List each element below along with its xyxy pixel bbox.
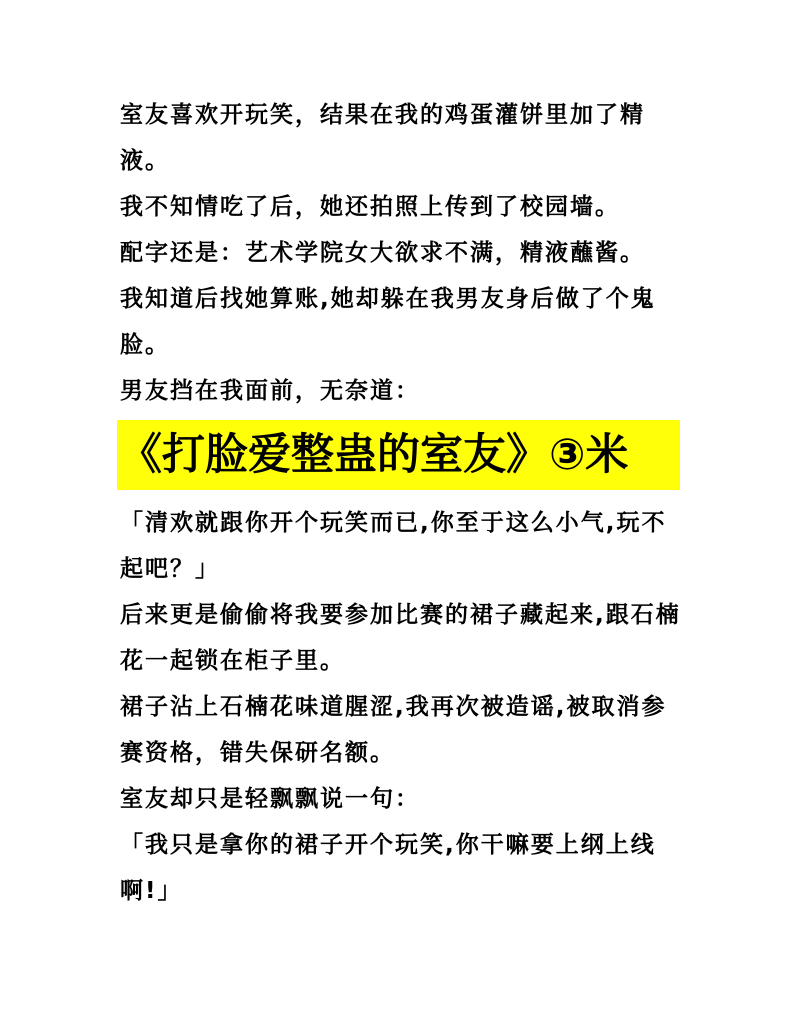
- paragraph-10: 「我只是拿你的裙子开个玩笑,你干嘛要上纲上线啊!」: [120, 832, 656, 904]
- article-body: [120, 92, 685, 914]
- paragraph-9: 室友却只是轻飘飘说一句：: [120, 786, 420, 812]
- paragraph-7: 后来更是偷偷将我要参加比赛的裙子藏起来,跟石楠花一起锁在柜子里。: [120, 602, 681, 674]
- paragraph-5: 男友挡在我面前，无奈道：: [120, 378, 420, 404]
- paragraph-8: 裙子沾上石楠花味道腥涩,我再次被造谣,被取消参赛资格，错失保研名额。: [120, 694, 667, 766]
- paragraph-4: 我知道后找她算账,她却躲在我男友身后做了个鬼脸。: [120, 286, 656, 358]
- banner-title: 《打脸爱整蛊的室友》③米: [119, 430, 629, 480]
- paragraph-2: 我不知情吃了后，她还拍照上传到了校园墙。: [120, 194, 620, 220]
- paragraph-1: 室友喜欢开玩笑，结果在我的鸡蛋灌饼里加了精液。: [120, 102, 645, 174]
- paragraph-3: 配字还是：艺术学院女大欲求不满，精液蘸酱。: [120, 240, 645, 266]
- paragraph-6: 「清欢就跟你开个玩笑而已,你至于这么小气,玩不起吧？」: [120, 510, 667, 582]
- title-banner: [117, 420, 680, 490]
